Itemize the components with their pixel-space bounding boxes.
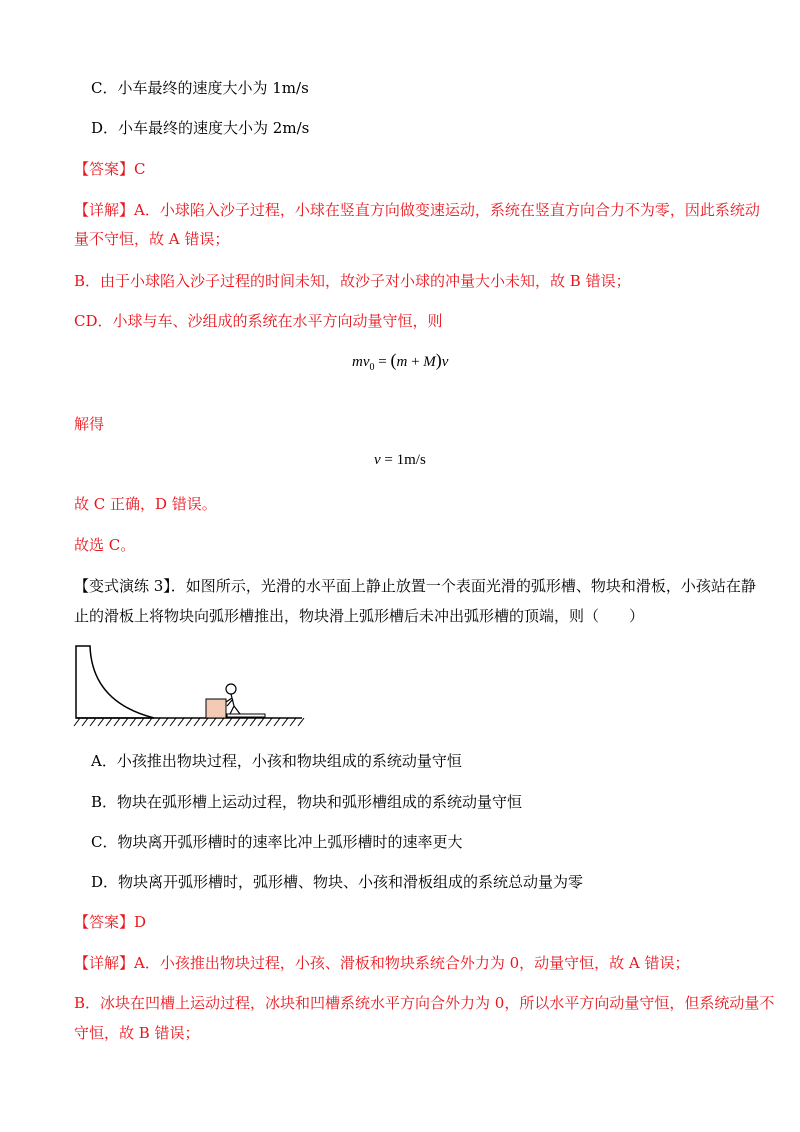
momentum-equation (352, 350, 448, 373)
block (206, 699, 226, 718)
q3-stem-line-2: 止的滑板上将物块向弧形槽推出，物块滑上弧形槽后未冲出弧形槽的顶端，则（ ） (74, 607, 645, 625)
eq-equals: = (374, 354, 391, 370)
q3-stem-line-1: 【变式演练 3】．如图所示，光滑的水平面上静止放置一个表面光滑的弧形槽、物块和滑板，小孩站在静 (74, 577, 756, 595)
result-v: v (374, 452, 381, 468)
q3-detail-line-1: 【详解】A．小孩推出物块过程，小孩、滑板和物块系统合外力为 0，动量守恒，故 A 错误； (74, 954, 690, 972)
detail-line-2: 量不守恒，故 A 错误； (74, 230, 230, 248)
conclusion: 故 C 正确，D 错误。 (74, 495, 217, 513)
eq-rparen: ) (435, 350, 442, 370)
result-equals: = (380, 452, 397, 468)
child-figure (226, 684, 240, 714)
eq-m: m (352, 354, 363, 370)
eq-m2: m (396, 354, 408, 370)
option-d: D．小车最终的速度大小为 2m/s (91, 119, 310, 137)
choose-c: 故选 C。 (74, 536, 136, 554)
q3-option-b: B．物块在弧形槽上运动过程，物块和弧形槽组成的系统动量守恒 (91, 793, 523, 811)
eq-M: M (423, 354, 436, 370)
result-equation (374, 452, 426, 469)
q3-option-a: A．小孩推出物块过程，小孩和物块组成的系统动量守恒 (91, 752, 462, 770)
skateboard (227, 714, 265, 717)
q3-detail-b-line-2: 守恒，故 B 错误； (74, 1024, 200, 1042)
detail-b: B．由于小球陷入沙子过程的时间未知，故沙子对小球的冲量大小未知，故 B 错误； (74, 272, 631, 290)
eq-sub0: 0 (369, 362, 375, 373)
ground-hatching (74, 718, 304, 726)
q3-option-d: D．物块离开弧形槽时，弧形槽、物块、小孩和滑板组成的系统总动量为零 (91, 873, 584, 891)
q3-detail-b-line-1: B．冰块在凹槽上运动过程，冰块和凹槽系统水平方向合外力为 0，所以水平方向动量守恒，但系统动量不 (74, 994, 775, 1012)
eq-v2: v (441, 354, 449, 370)
eq-plus: + (407, 354, 424, 370)
arc-trough (76, 646, 154, 718)
detail-line-1: 【详解】A．小球陷入沙子过程，小球在竖直方向做变速运动，系统在竖直方向合力不为零，因此系统动 (74, 201, 760, 219)
arc-trough-figure (70, 640, 310, 730)
result-value: 1m/s (396, 452, 426, 468)
eq-v: v (362, 354, 370, 370)
eq-lparen: ( (390, 350, 397, 370)
q3-answer-label: 【答案】D (74, 913, 147, 931)
option-c: C．小车最终的速度大小为 1m/s (91, 79, 309, 97)
solve-label: 解得 (74, 415, 105, 433)
answer-label: 【答案】C (74, 160, 146, 178)
q3-option-c: C．物块离开弧形槽时的速率比冲上弧形槽时的速率更大 (91, 833, 463, 851)
detail-cd: CD．小球与车、沙组成的系统在水平方向动量守恒，则 (74, 312, 443, 330)
